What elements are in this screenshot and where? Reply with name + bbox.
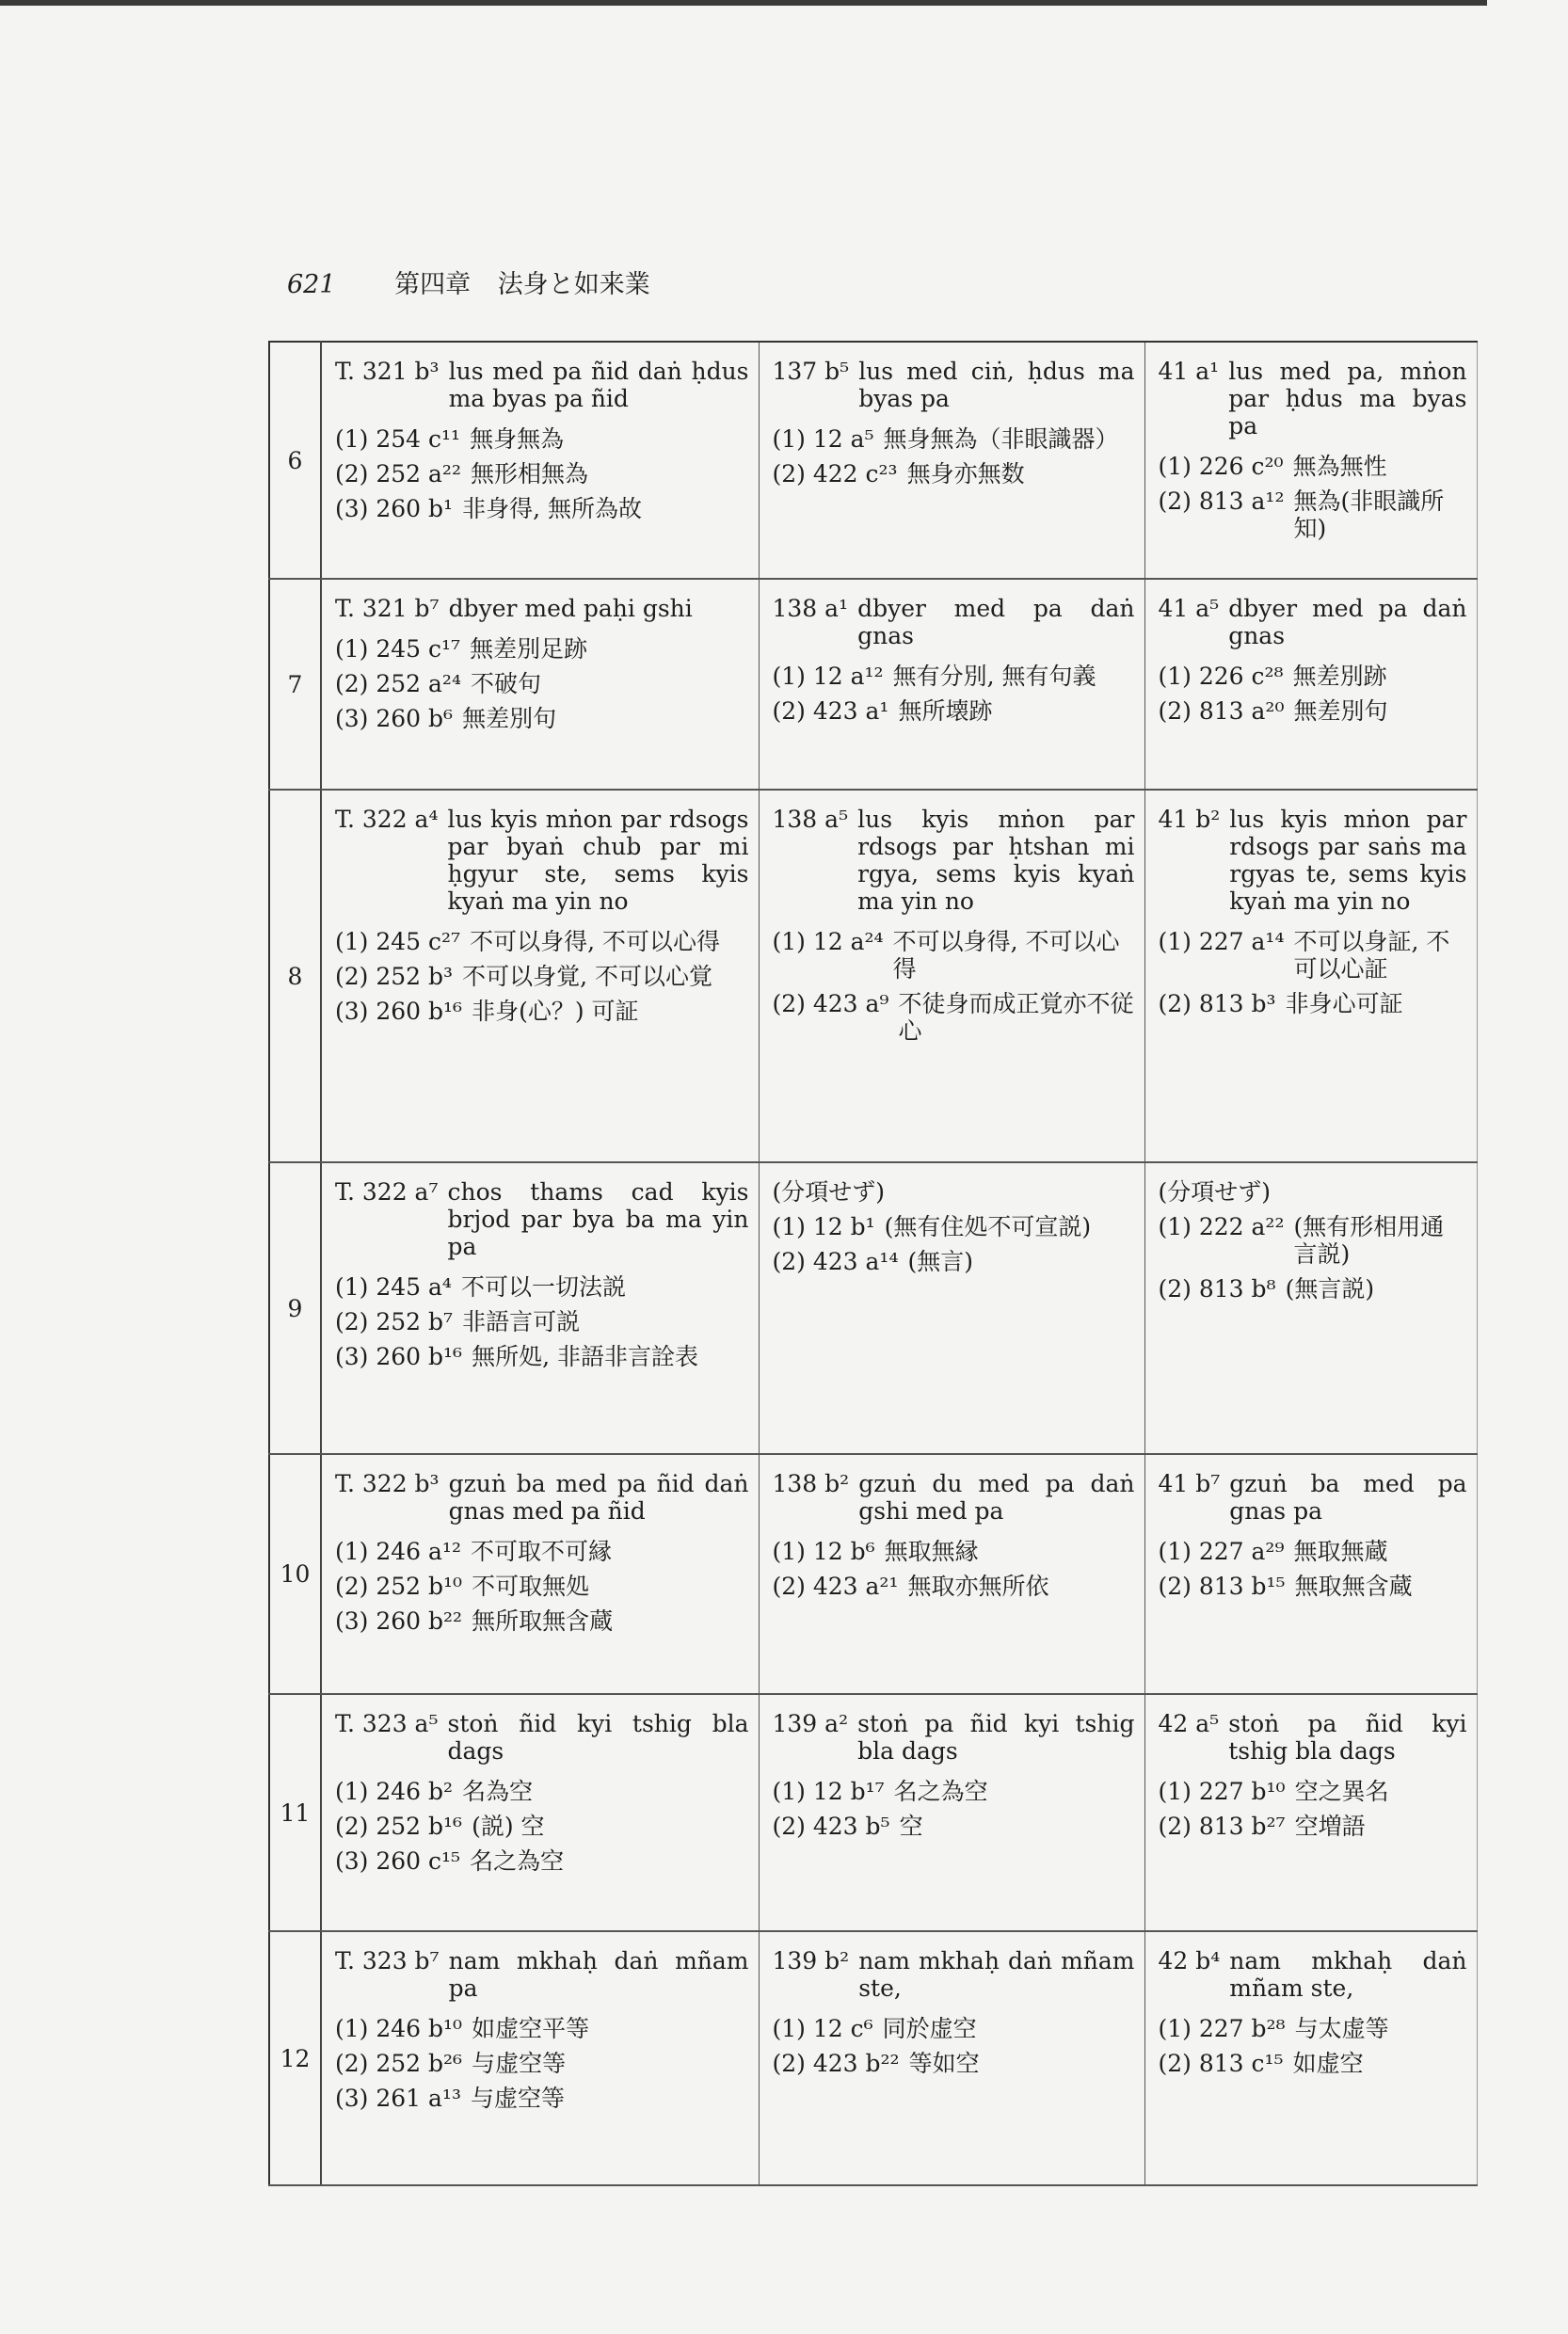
line-ref: (2) 252 b¹⁰: [335, 1573, 463, 1600]
line-text: 同於虚空: [882, 2015, 977, 2042]
row-number: 12: [269, 1931, 321, 2185]
line-ref: (1) 12 c⁶: [772, 2015, 873, 2042]
chinese-line: [335, 460, 749, 488]
chinese-line: [1159, 2050, 1467, 2077]
line-text: 不可取不可縁: [470, 1538, 612, 1565]
table-cell-col1: [321, 1162, 759, 1454]
line-ref: (1) 12 a²⁴: [772, 928, 884, 955]
chinese-line: [773, 1213, 1135, 1240]
chinese-line: [1159, 1538, 1467, 1565]
tibetan-text: lus kyis mṅon par rdsogs par saṅs ma rgyas te, sems kyis kyaṅ ma yin no: [1229, 806, 1467, 915]
row-number: 8: [269, 790, 321, 1162]
row-number: 6: [269, 342, 321, 579]
tibetan-entry: [773, 1470, 1135, 1525]
line-ref: (1) 12 b¹: [772, 1213, 875, 1240]
chinese-line: [335, 670, 749, 697]
chinese-line: [335, 1573, 749, 1600]
chinese-line: [335, 705, 749, 732]
tibetan-text: dbyer med paḥi gshi: [448, 595, 693, 622]
line-ref: (2) 422 c²³: [772, 460, 898, 488]
line-text: 与虚空等: [470, 2085, 565, 2112]
line-ref: (2) 813 c¹⁵: [1158, 2050, 1284, 2077]
tibetan-text: dbyer med pa daṅ gnas: [857, 595, 1135, 649]
line-text: 非身得, 無所為故: [462, 495, 642, 522]
table-cell-col2: [759, 1454, 1144, 1694]
line-ref: (1) 227 b¹⁰: [1158, 1778, 1286, 1805]
tibetan-text: gzuṅ du med pa daṅ gshi med pa: [858, 1470, 1135, 1525]
line-ref: (2) 423 a²¹: [772, 1573, 899, 1600]
tibetan-entry: [335, 1947, 749, 2002]
line-text: 無身無為: [470, 425, 565, 453]
chinese-line: [1159, 1573, 1467, 1600]
chinese-line: [335, 425, 749, 453]
chinese-line: [773, 2050, 1135, 2077]
line-ref: (2) 813 b³: [1158, 990, 1276, 1017]
table-cell-col1: [321, 1694, 759, 1931]
row-number: 9: [269, 1162, 321, 1454]
line-ref: (1) 245 c¹⁷: [335, 635, 461, 663]
chinese-line: [335, 1607, 749, 1635]
chinese-line: [1159, 2015, 1467, 2042]
chinese-line: [1159, 1275, 1467, 1303]
table-row: [269, 1454, 1477, 1694]
chinese-line: [773, 990, 1135, 1045]
line-ref: (2) 252 b²⁶: [335, 2050, 463, 2077]
table-row: [269, 790, 1477, 1162]
line-text: 無所処, 非語非言詮表: [472, 1343, 698, 1370]
chinese-line: [1159, 453, 1467, 480]
line-text: 名之為空: [893, 1778, 988, 1805]
line-text: 非身心可証: [1285, 990, 1403, 1017]
line-text: 空: [899, 1813, 923, 1840]
tibetan-entry: [1159, 806, 1467, 915]
line-text: 不可以身得, 不可以心得: [892, 928, 1120, 983]
line-text: 空増語: [1294, 1813, 1366, 1840]
line-text: 無取無含蔵: [1294, 1573, 1413, 1600]
table-cell-col3: [1144, 1454, 1477, 1694]
chinese-line: [335, 1538, 749, 1565]
line-ref: (1) 246 b¹⁰: [335, 2015, 463, 2042]
table-cell-col1: [321, 342, 759, 579]
table-cell-col2: [759, 579, 1144, 790]
line-text: 無形相無為: [470, 460, 588, 488]
chinese-line: [1159, 1813, 1467, 1840]
chinese-line: [773, 1538, 1135, 1565]
line-text: (無有形相用通言説): [1293, 1213, 1445, 1268]
comparison-table: [268, 341, 1478, 2186]
line-ref: (1) 246 b²: [335, 1778, 454, 1805]
line-ref: (1) 222 a²²: [1158, 1213, 1285, 1240]
chinese-line: [1159, 488, 1467, 542]
chinese-line: [773, 1573, 1135, 1600]
tibetan-ref: T. 322 b³: [335, 1470, 440, 1497]
tibetan-ref: 41 a¹: [1158, 358, 1220, 385]
line-ref: (3) 260 b²²: [335, 1607, 463, 1635]
line-text: 不可以身証, 不可以心証: [1293, 928, 1450, 983]
tibetan-ref: T. 323 b⁷: [335, 1947, 440, 1974]
table-cell-col3: [1144, 342, 1477, 579]
tibetan-entry: [1159, 358, 1467, 440]
chinese-line: [1159, 697, 1467, 725]
table-row: [269, 342, 1477, 579]
line-ref: (2) 423 a¹: [772, 697, 889, 725]
tibetan-ref: 138 a⁵: [772, 806, 849, 833]
chinese-line: [773, 1248, 1135, 1275]
line-ref: (2) 813 b¹⁵: [1158, 1573, 1286, 1600]
table-cell-col3: [1144, 579, 1477, 790]
line-text: 無取亦無所依: [907, 1573, 1049, 1600]
tibetan-ref: 41 b⁷: [1158, 1470, 1221, 1497]
line-ref: (1) 245 c²⁷: [335, 928, 461, 955]
tibetan-text: stoṅ ñid kyi tshig bla dags: [447, 1710, 749, 1765]
line-ref: (2) 423 a¹⁴: [772, 1248, 899, 1275]
line-ref: (3) 260 b⁶: [335, 705, 454, 732]
tibetan-text: lus med pa, mṅon par ḥdus ma byas pa: [1228, 358, 1467, 440]
table-row: [269, 1694, 1477, 1931]
line-text: 無取無縁: [884, 1538, 979, 1565]
chinese-line: [773, 460, 1135, 488]
tibetan-entry: [335, 1710, 749, 1765]
line-ref: (2) 423 b²²: [772, 2050, 900, 2077]
line-text: 不可取無処: [472, 1573, 590, 1600]
line-ref: (1) 254 c¹¹: [335, 425, 461, 453]
line-text: 不破句: [470, 670, 541, 697]
chinese-line: [335, 1308, 749, 1335]
line-ref: (2) 423 b⁵: [772, 1813, 890, 1840]
tibetan-ref: 41 b²: [1158, 806, 1221, 833]
tibetan-text: lus kyis mṅon par rdsogs par ḥtshan mi rgya, sems kyis kyaṅ ma yin no: [857, 806, 1135, 915]
table-row: [269, 1931, 1477, 2185]
tibetan-text: nam mkhaḥ daṅ mñam ste,: [1229, 1947, 1467, 2002]
table-cell-col2: [759, 1694, 1144, 1931]
tibetan-text: gzuṅ ba med pa ñid daṅ gnas med pa ñid: [448, 1470, 749, 1525]
table-cell-col3: [1144, 790, 1477, 1162]
line-ref: (2) 252 b³: [335, 963, 454, 990]
tibetan-ref: T. 323 a⁵: [335, 1710, 439, 1737]
tibetan-text: stoṅ pa ñid kyi tshig bla dags: [857, 1710, 1135, 1765]
chinese-line: [335, 1847, 749, 1875]
line-ref: (2) 252 b⁷: [335, 1308, 454, 1335]
tibetan-ref: T. 322 a⁴: [335, 806, 439, 833]
tibetan-entry: [335, 358, 749, 412]
chapter-label: 第四章: [394, 270, 472, 299]
line-ref: (1) 245 a⁴: [335, 1273, 452, 1301]
table-cell-col3: [1144, 1694, 1477, 1931]
page-number: 621: [287, 270, 336, 299]
line-ref: (1) 12 b¹⁷: [772, 1778, 885, 1805]
chinese-line: [335, 1778, 749, 1805]
row-number: 10: [269, 1454, 321, 1694]
table-cell-col2: [759, 342, 1144, 579]
chinese-line: [1159, 990, 1467, 1017]
chinese-line: [773, 663, 1135, 690]
line-ref: (2) 423 a⁹: [772, 990, 889, 1017]
line-ref: (1) 227 b²⁸: [1158, 2015, 1286, 2042]
line-text: 与虚空等: [472, 2050, 567, 2077]
row-number: 7: [269, 579, 321, 790]
line-text: (無有住処不可宣説): [884, 1213, 1092, 1240]
tibetan-entry: [335, 1178, 749, 1260]
chinese-line: [773, 1778, 1135, 1805]
line-ref: (2) 813 a²⁰: [1158, 697, 1285, 725]
chinese-line: [335, 635, 749, 663]
tibetan-entry: [773, 806, 1135, 915]
line-text: 与太虚等: [1294, 2015, 1389, 2042]
table-cell-col3: [1144, 1162, 1477, 1454]
tibetan-ref: 139 a²: [772, 1710, 849, 1737]
tibetan-ref: 138 b²: [772, 1470, 850, 1497]
chinese-line: [1159, 1778, 1467, 1805]
line-text: 無差別足跡: [470, 635, 588, 663]
chinese-line: [335, 495, 749, 522]
table-cell-col1: [321, 579, 759, 790]
line-ref: (3) 260 b¹⁶: [335, 998, 463, 1025]
chapter-title: 法身と如来業: [497, 270, 650, 299]
tibetan-ref: T. 321 b³: [335, 358, 440, 385]
line-text: 無為無性: [1292, 453, 1387, 480]
tibetan-entry: [773, 1947, 1135, 2002]
tibetan-ref: 42 b⁴: [1158, 1947, 1221, 1974]
line-text: 非身(心？) 可証: [472, 998, 639, 1025]
tibetan-entry: [773, 595, 1135, 649]
line-ref: (1) 226 c²⁸: [1158, 663, 1284, 690]
line-text: 不徒身而成正覚亦不従心: [898, 990, 1134, 1045]
tibetan-entry: [335, 806, 749, 915]
table-cell-col2: [759, 1931, 1144, 2185]
line-ref: (1) 227 a¹⁴: [1158, 928, 1285, 955]
line-text: 無差別句: [1293, 697, 1388, 725]
row-number: 11: [269, 1694, 321, 1931]
chinese-line: [773, 2015, 1135, 2042]
line-ref: (3) 260 c¹⁵: [335, 1847, 461, 1875]
line-text: 無差別句: [462, 705, 557, 732]
line-ref: (2) 813 b⁸: [1158, 1275, 1276, 1303]
tibetan-text: lus med ciṅ, ḥdus ma byas pa: [858, 358, 1135, 412]
table-cell-col1: [321, 1931, 759, 2185]
chinese-line: [335, 1343, 749, 1370]
chinese-line: [335, 2050, 749, 2077]
line-text: (無言): [907, 1248, 973, 1275]
tibetan-ref: T. 321 b⁷: [335, 595, 440, 622]
tibetan-text: chos thams cad kyis brjod par bya ba ma yin pa: [447, 1178, 749, 1260]
line-ref: (3) 260 b¹: [335, 495, 454, 522]
tibetan-entry: [1159, 1947, 1467, 2002]
line-text: 如虚空平等: [472, 2015, 590, 2042]
line-ref: (1) 227 a²⁹: [1158, 1538, 1285, 1565]
line-text: 如虚空: [1292, 2050, 1364, 2077]
tibetan-ref: 137 b⁵: [772, 358, 850, 385]
tibetan-text: nam mkhaḥ daṅ mñam ste,: [858, 1947, 1135, 2002]
line-text: 無身亦無数: [906, 460, 1025, 488]
table-cell-col1: [321, 1454, 759, 1694]
line-text: 無取無蔵: [1293, 1538, 1388, 1565]
line-ref: (2) 252 a²²: [335, 460, 461, 488]
chinese-line: [335, 963, 749, 990]
line-text: 空之異名: [1294, 1778, 1389, 1805]
line-text: 無身無為（非眼識器）: [883, 425, 1119, 453]
tibetan-text: nam mkhaḥ daṅ mñam pa: [448, 1947, 749, 2002]
table-cell-col2: [759, 1162, 1144, 1454]
tibetan-text: stoṅ pa ñid kyi tshig bla dags: [1228, 1710, 1467, 1765]
line-ref: (1) 12 a⁵: [772, 425, 874, 453]
chinese-line: [335, 998, 749, 1025]
line-ref: (1) 12 b⁶: [772, 1538, 875, 1565]
tibetan-entry: [335, 595, 749, 622]
line-ref: (1) 226 c²⁰: [1158, 453, 1284, 480]
table-row: [269, 1162, 1477, 1454]
page-header: [287, 264, 650, 300]
line-text: 無有分別, 無有句義: [892, 663, 1096, 690]
line-text: 名為空: [462, 1778, 534, 1805]
table-row: [269, 579, 1477, 790]
tibetan-ref: 42 a⁵: [1158, 1710, 1220, 1737]
chinese-line: [335, 1813, 749, 1840]
table-cell-col1: [321, 790, 759, 1162]
chinese-line: [1159, 928, 1467, 983]
tibetan-entry: [1159, 1710, 1467, 1765]
line-ref: (2) 252 a²⁴: [335, 670, 461, 697]
chinese-line: [335, 1273, 749, 1301]
line-text: (無言説): [1285, 1275, 1375, 1303]
chinese-line: [1159, 663, 1467, 690]
line-text: 不可以身得, 不可以心得: [470, 928, 720, 955]
chinese-line: [773, 1813, 1135, 1840]
scan-top-edge: [0, 0, 1487, 6]
cell-note: (分項せず): [1158, 1178, 1272, 1206]
tibetan-entry: [1159, 595, 1467, 649]
line-text: 等如空: [908, 2050, 980, 2077]
line-ref: (3) 261 a¹³: [335, 2085, 461, 2112]
chinese-line: [335, 2015, 749, 2042]
chinese-line: [335, 2085, 749, 2112]
table-cell-col2: [759, 790, 1144, 1162]
table-cell-col3: [1144, 1931, 1477, 2185]
line-text: 無所壊跡: [898, 697, 993, 725]
tibetan-text: dbyer med pa daṅ gnas: [1228, 595, 1467, 649]
chinese-line: [773, 928, 1135, 983]
cell-note: (分項せず): [772, 1178, 886, 1206]
tibetan-entry: [335, 1470, 749, 1525]
chinese-line: [1159, 1213, 1467, 1268]
line-ref: (1) 12 a¹²: [772, 663, 884, 690]
tibetan-ref: T. 322 a⁷: [335, 1178, 439, 1206]
tibetan-entry: [1159, 1470, 1467, 1525]
chinese-line: [773, 697, 1135, 725]
chinese-line: [335, 928, 749, 955]
line-text: 不可以一切法説: [460, 1273, 626, 1301]
chinese-line: [773, 425, 1135, 453]
tibetan-ref: 139 b²: [772, 1947, 850, 1974]
table-body: [269, 342, 1477, 2185]
tibetan-ref: 138 a¹: [772, 595, 849, 622]
tibetan-entry: [773, 358, 1135, 412]
line-ref: (1) 246 a¹²: [335, 1538, 461, 1565]
line-text: 無差別跡: [1292, 663, 1387, 690]
line-text: 不可以身覚, 不可以心覚: [462, 963, 712, 990]
tibetan-text: lus kyis mṅon par rdsogs par byaṅ chub par mi ḥgyur ste, sems kyis kyaṅ ma yin no: [447, 806, 749, 915]
line-text: 無所取無含蔵: [472, 1607, 614, 1635]
line-text: 名之為空: [470, 1847, 565, 1875]
line-text: 無為(非眼識所知): [1293, 488, 1445, 542]
line-ref: (3) 260 b¹⁶: [335, 1343, 463, 1370]
line-text: 非語言可説: [462, 1308, 581, 1335]
tibetan-ref: 41 a⁵: [1158, 595, 1220, 622]
tibetan-text: lus med pa ñid daṅ ḥdus ma byas pa ñid: [448, 358, 749, 412]
line-ref: (2) 813 a¹²: [1158, 488, 1285, 515]
tibetan-entry: [773, 1710, 1135, 1765]
line-text: (説) 空: [472, 1813, 545, 1840]
tibetan-text: gzuṅ ba med pa gnas pa: [1229, 1470, 1467, 1525]
line-ref: (2) 252 b¹⁶: [335, 1813, 463, 1840]
line-ref: (2) 813 b²⁷: [1158, 1813, 1286, 1840]
